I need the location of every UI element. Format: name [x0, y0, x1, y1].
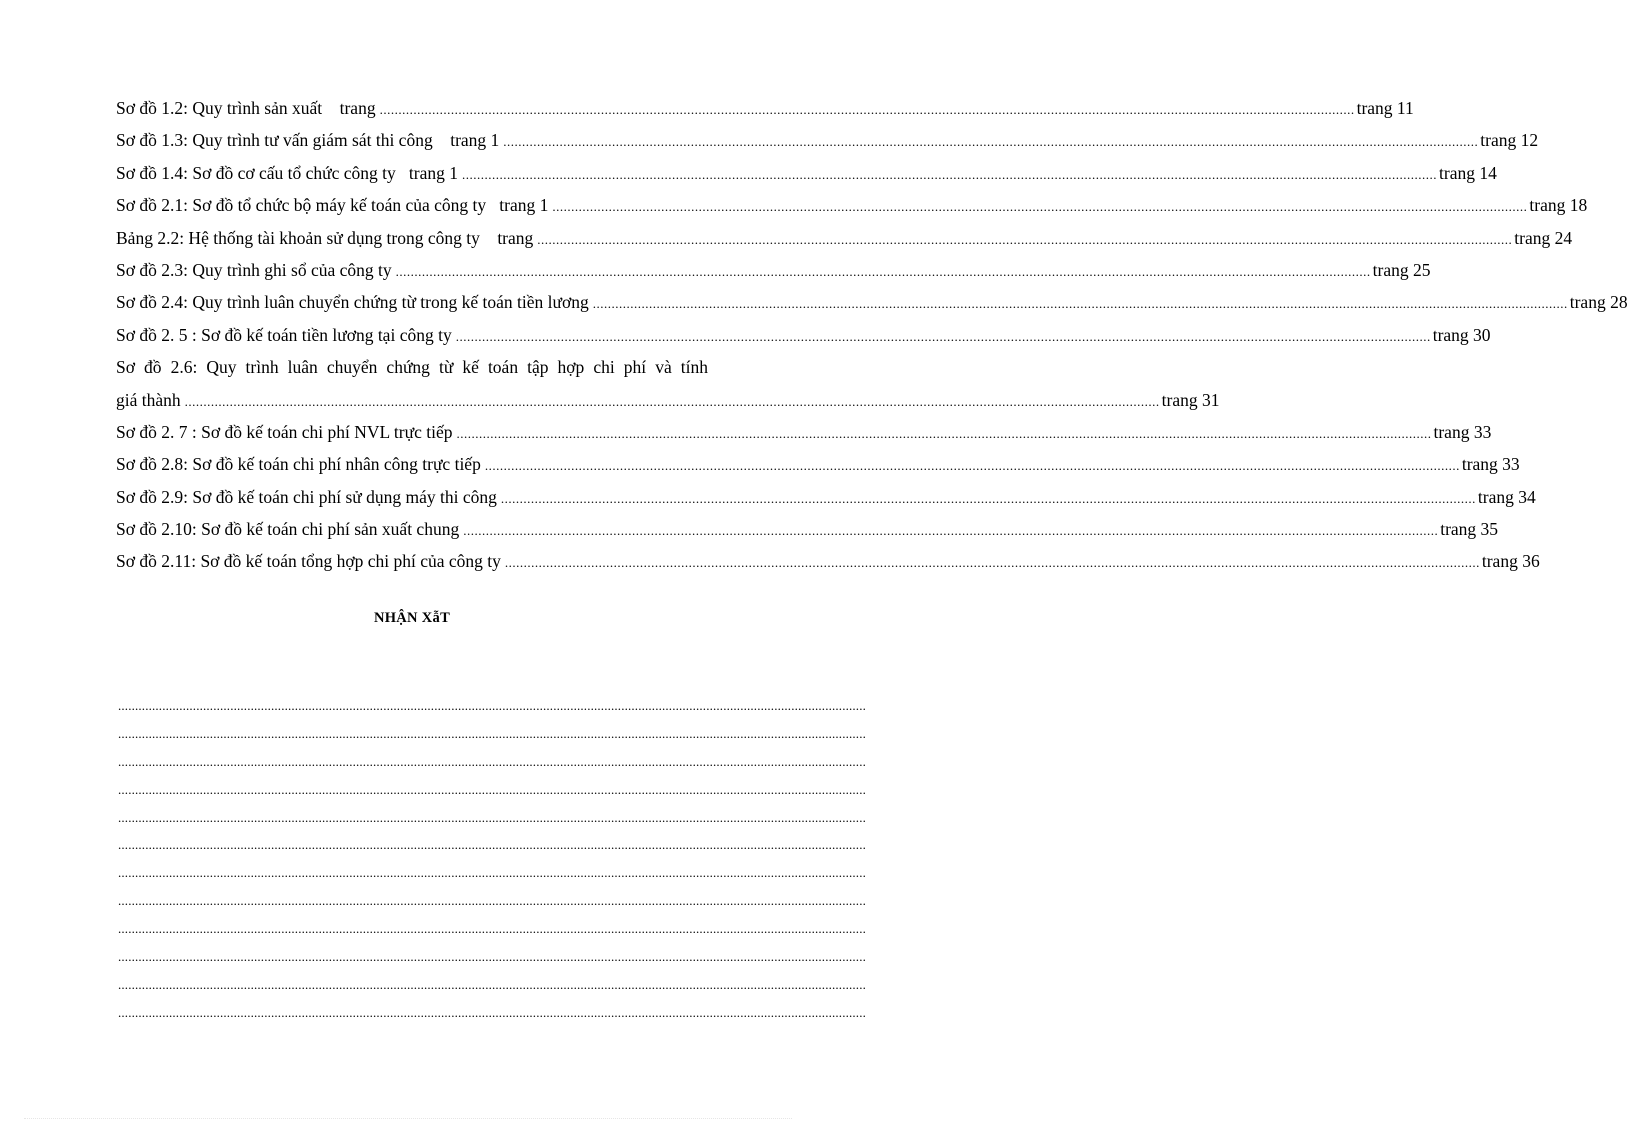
toc-entry-page: trang 34 — [1477, 486, 1536, 507]
toc-entry-page: trang 28 — [1569, 292, 1628, 313]
toc-entry-page: trang 33 — [1461, 454, 1520, 475]
toc-entry-label: Sơ đồ 1.4: Sơ đồ cơ cấu tổ chức công ty trang 1 — [116, 162, 458, 183]
toc-entry — [116, 254, 1431, 286]
toc-entry-page: trang 11 — [1356, 98, 1414, 118]
toc-entry — [116, 189, 1588, 221]
toc-entry-label: Sơ đồ 1.2: Quy trình sản xuất trang — [116, 98, 376, 118]
toc-entry-label: Bảng 2.2: Hệ thống tài khoản sử dụng trong công ty trang — [116, 227, 534, 248]
remarks-dotted-line: ............................................................................................................................................................................................................................ — [118, 753, 866, 769]
toc-dot-leader: .................................................................................................................................................................................................................................................................... — [500, 490, 1476, 506]
toc-entry — [116, 416, 1492, 448]
page-bottom-edge — [24, 1118, 792, 1119]
toc-dot-leader: .................................................................................................................................................................................................................................................................... — [504, 555, 1480, 571]
toc-entry-page: trang 30 — [1432, 324, 1491, 345]
toc-dot-leader: .................................................................................................................................................................................................................................................................... — [463, 523, 1439, 539]
toc-entry-page: trang 35 — [1440, 519, 1499, 540]
toc-dot-leader: .................................................................................................................................................................................................................................................................... — [456, 425, 1432, 441]
toc-entry-label: Sơ đồ 2.8: Sơ đồ kế toán chi phí nhân công trực tiếp — [116, 454, 481, 475]
remarks-dotted-line: ............................................................................................................................................................................................................................ — [118, 781, 866, 797]
toc-entry-label: Sơ đồ 2. 7 : Sơ đồ kế toán chi phí NVL trực tiếp — [116, 421, 453, 442]
toc-entry-label: Sơ đồ 2.6: Quy trình luân chuyển chứng từ kế toán tập hợp chi phí và tính — [116, 357, 708, 378]
remarks-dotted-line: ............................................................................................................................................................................................................................ — [118, 698, 866, 713]
toc-entry-label: Sơ đồ 2. 5 : Sơ đồ kế toán tiền lương tại công ty — [116, 324, 452, 345]
toc-entry — [116, 319, 1491, 351]
toc-entry — [116, 157, 1497, 189]
toc-entry — [116, 286, 1628, 318]
remarks-writing-lines — [118, 692, 866, 1027]
toc-entry-page: trang 18 — [1529, 195, 1588, 216]
remarks-dotted-line: ............................................................................................................................................................................................................................ — [118, 1004, 866, 1020]
toc-entry — [116, 384, 1220, 416]
remarks-dotted-line: ............................................................................................................................................................................................................................ — [118, 809, 866, 825]
toc-entry-label: Sơ đồ 2.1: Sơ đồ tổ chức bộ máy kế toán của công ty trang 1 — [116, 195, 549, 216]
toc-entry-page: trang 24 — [1514, 227, 1573, 248]
toc-dot-leader: .................................................................................................................................................................................................................................................................... — [462, 166, 1437, 182]
remarks-dotted-line: ............................................................................................................................................................................................................................ — [118, 949, 866, 965]
toc-dot-leader: .................................................................................................................................................................................................................................................................... — [552, 199, 1528, 215]
toc-dot-leader: .................................................................................................................................................................................................................................................................... — [592, 296, 1568, 312]
remarks-dotted-line: ............................................................................................................................................................................................................................ — [118, 893, 866, 909]
toc-entry-page: trang 33 — [1433, 421, 1492, 442]
toc-entry-page: trang 12 — [1480, 130, 1539, 151]
toc-dot-leader: .................................................................................................................................................................................................................................................................... — [395, 263, 1371, 279]
toc-dot-leader: .................................................................................................................................................................................................................................................................... — [184, 393, 1160, 409]
toc-entry-label: Sơ đồ 2.10: Sơ đồ kế toán chi phí sản xuất chung — [116, 519, 460, 540]
toc-dot-leader: .................................................................................................................................................................................................................................................................... — [537, 231, 1513, 247]
toc-entry — [116, 513, 1499, 545]
remarks-heading: NHẬN XẫT — [373, 610, 451, 626]
toc-dot-leader: .................................................................................................................................................................................................................................................................... — [484, 458, 1460, 474]
remarks-dotted-line: ............................................................................................................................................................................................................................ — [118, 865, 866, 881]
table-of-figures — [116, 92, 1628, 578]
remarks-dotted-line: ............................................................................................................................................................................................................................ — [118, 725, 866, 741]
toc-entry-label: Sơ đồ 2.9: Sơ đồ kế toán chi phí sử dụng máy thi công — [116, 486, 497, 507]
toc-entry — [116, 124, 1539, 156]
toc-dot-leader: .................................................................................................................................................................................................................................................................... — [379, 102, 1355, 117]
toc-entry-label: Sơ đồ 1.3: Quy trình tư vấn giám sát thi công trang 1 — [116, 130, 500, 151]
toc-entry-page: trang 25 — [1372, 259, 1431, 280]
toc-entry-page: trang 14 — [1439, 162, 1497, 183]
toc-entry — [116, 222, 1573, 254]
toc-entry — [116, 351, 708, 383]
remarks-dotted-line: ............................................................................................................................................................................................................................ — [118, 837, 866, 853]
toc-entry-label: Sơ đồ 2.4: Quy trình luân chuyển chứng từ trong kế toán tiền lương — [116, 292, 589, 313]
remarks-dotted-line: ............................................................................................................................................................................................................................ — [118, 976, 866, 992]
toc-dot-leader: .................................................................................................................................................................................................................................................................... — [503, 134, 1479, 150]
toc-entry-page: trang 31 — [1161, 389, 1220, 410]
toc-entry — [116, 92, 1414, 124]
remarks-dotted-line: ............................................................................................................................................................................................................................ — [118, 921, 866, 937]
toc-entry — [116, 545, 1540, 577]
toc-entry-page: trang 36 — [1481, 551, 1540, 572]
toc-entry — [116, 481, 1536, 513]
toc-entry — [116, 448, 1520, 480]
toc-entry-label: Sơ đồ 2.3: Quy trình ghi sổ của công ty — [116, 259, 392, 280]
toc-entry-label: giá thành — [116, 389, 181, 410]
toc-dot-leader: .................................................................................................................................................................................................................................................................... — [455, 328, 1431, 344]
toc-entry-label: Sơ đồ 2.11: Sơ đồ kế toán tổng hợp chi phí của công ty — [116, 551, 501, 572]
